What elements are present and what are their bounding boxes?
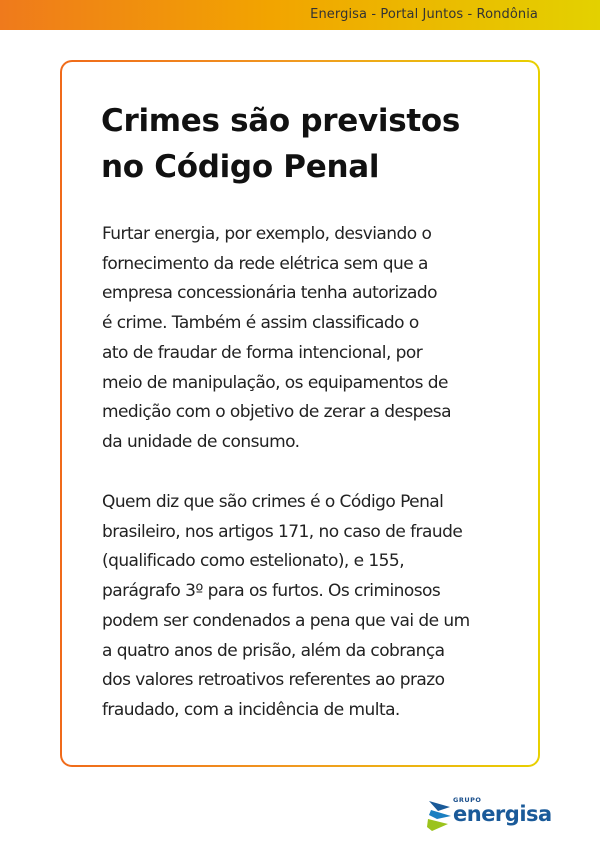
content-card [60, 60, 540, 767]
card-title [101, 98, 460, 190]
paragraph-line: ato de fraudar de forma intencional, por [102, 342, 423, 363]
logo-wordmark: energisa [453, 802, 552, 826]
logo-grupo-text: GRUPO [453, 796, 482, 804]
paragraph-1 [102, 220, 451, 458]
energisa-logo-icon [426, 797, 454, 833]
header-bar [0, 0, 600, 30]
paragraph-line: dos valores retroativos referentes ao prazo [102, 670, 445, 691]
paragraph-line: empresa concessionária tenha autorizado [102, 283, 438, 304]
paragraph-2 [102, 488, 470, 726]
energisa-logo [426, 793, 552, 835]
card-title-line: no Código Penal [101, 149, 380, 185]
paragraph-line: fornecimento da rede elétrica sem que a [102, 253, 428, 274]
paragraph-line: da unidade de consumo. [102, 431, 300, 452]
paragraph-line: brasileiro, nos artigos 171, no caso de fraude [102, 521, 463, 542]
paragraph-line: meio de manipulação, os equipamentos de [102, 372, 448, 393]
paragraph-line: medição com o objetivo de zerar a despesa [102, 402, 451, 423]
paragraph-line: é crime. Também é assim classificado o [102, 313, 419, 334]
paragraph-line: Quem diz que são crimes é o Código Penal [102, 492, 444, 512]
card-title-line: Crimes são previstos [101, 103, 461, 139]
content-card-body [62, 62, 538, 765]
paragraph-line: podem ser condenados a pena que vai de um [102, 610, 470, 631]
paragraph-line: (qualificado como estelionato), e 155, [102, 551, 405, 572]
paragraph-line: a quatro anos de prisão, além da cobrança [102, 640, 445, 661]
paragraph-line: Furtar energia, por exemplo, desviando o [102, 224, 432, 244]
paragraph-line: fraudado, com a incidência de multa. [102, 699, 400, 720]
header-title: Energisa - Portal Juntos - Rondônia [310, 7, 538, 22]
paragraph-line: parágrafo 3º para os furtos. Os criminosos [102, 581, 441, 602]
